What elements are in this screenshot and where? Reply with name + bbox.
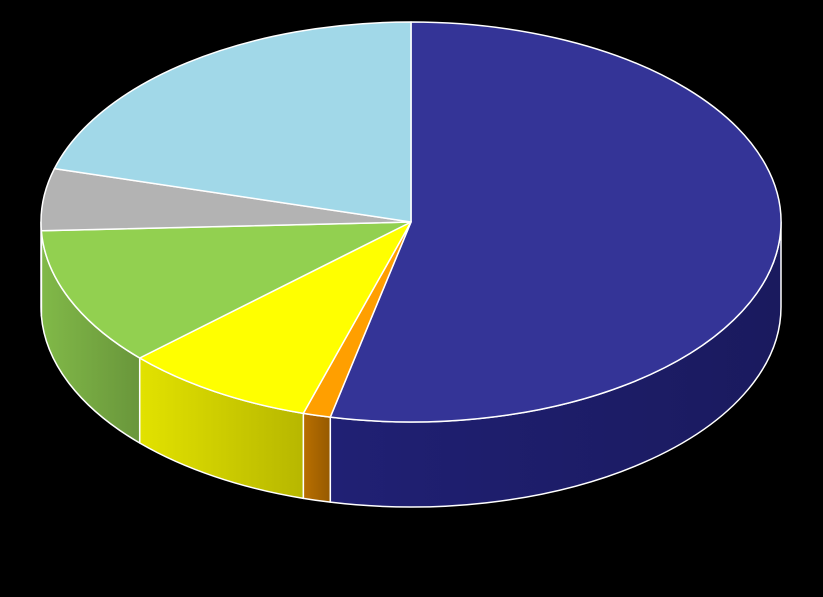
pie-slice-side xyxy=(303,413,330,502)
pie-top-layer xyxy=(41,22,781,422)
